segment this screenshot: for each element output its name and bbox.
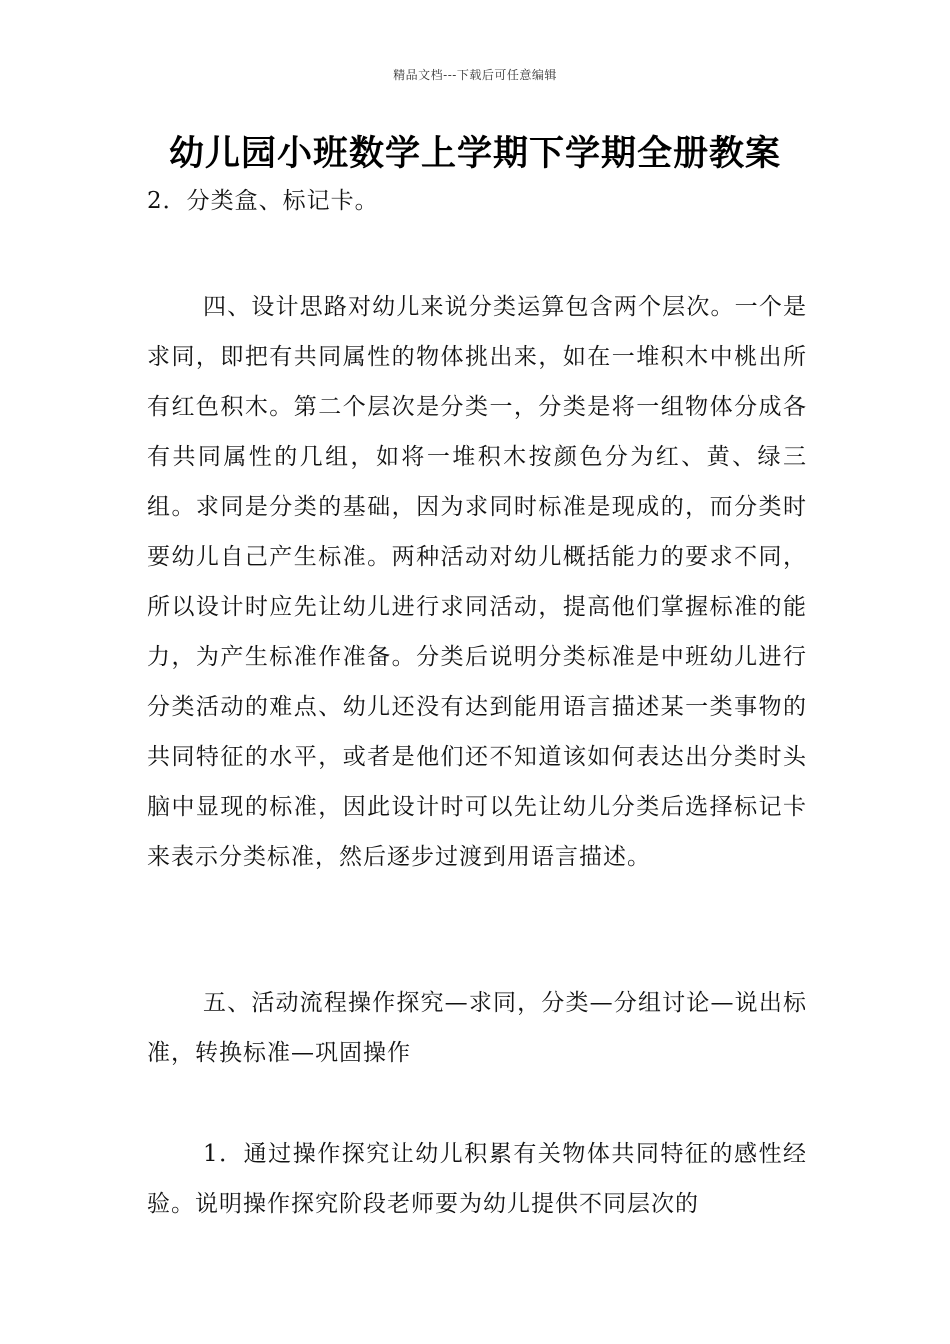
paragraph-activity-process: 五、活动流程操作探究—求同，分类—分组讨论—说出标准，转换标准—巩固操作 [147,990,807,1066]
document-title: 幼儿园小班数学上学期下学期全册教案 [168,134,781,174]
paragraph-materials: 2．分类盒、标记卡。 [147,188,379,214]
paragraph-design-rationale: 四、设计思路对幼儿来说分类运算包含两个层次。一个是求同，即把有共同属性的物体挑出来，如在一堆积木中桃出所有红色积木。第二个层次是分类一，分类是将一组物体分成各有共同属性的几组，如将一堆积木按颜色分为红、黄、绿三组。求同是分类的基础，因为求同时标准是现成的，而分类时要幼儿自己产生标准。两种活动对幼儿概括能力的要求不同，所以设计时应先让幼儿进行求同活动，提高他们掌握标准的能力，为产生标准作准备。分类后说明分类标准是中班幼儿进行分类活动的难点、幼儿还没有达到能用语言描述某一类事物的共同特征的水平，或者是他们还不知道该如何表达出分类时头脑中显现的标准，因此设计时可以先让幼儿分类后选择标记卡来表示分类标准，然后逐步过渡到用语言描述。 [147,294,807,870]
header-note: 精品文档---下载后可任意编辑 [393,68,557,82]
paragraph-step-1: 1．通过操作探究让幼儿积累有关物体共同特征的感性经验。说明操作探究阶段老师要为幼儿提供不同层次的 [147,1141,807,1217]
